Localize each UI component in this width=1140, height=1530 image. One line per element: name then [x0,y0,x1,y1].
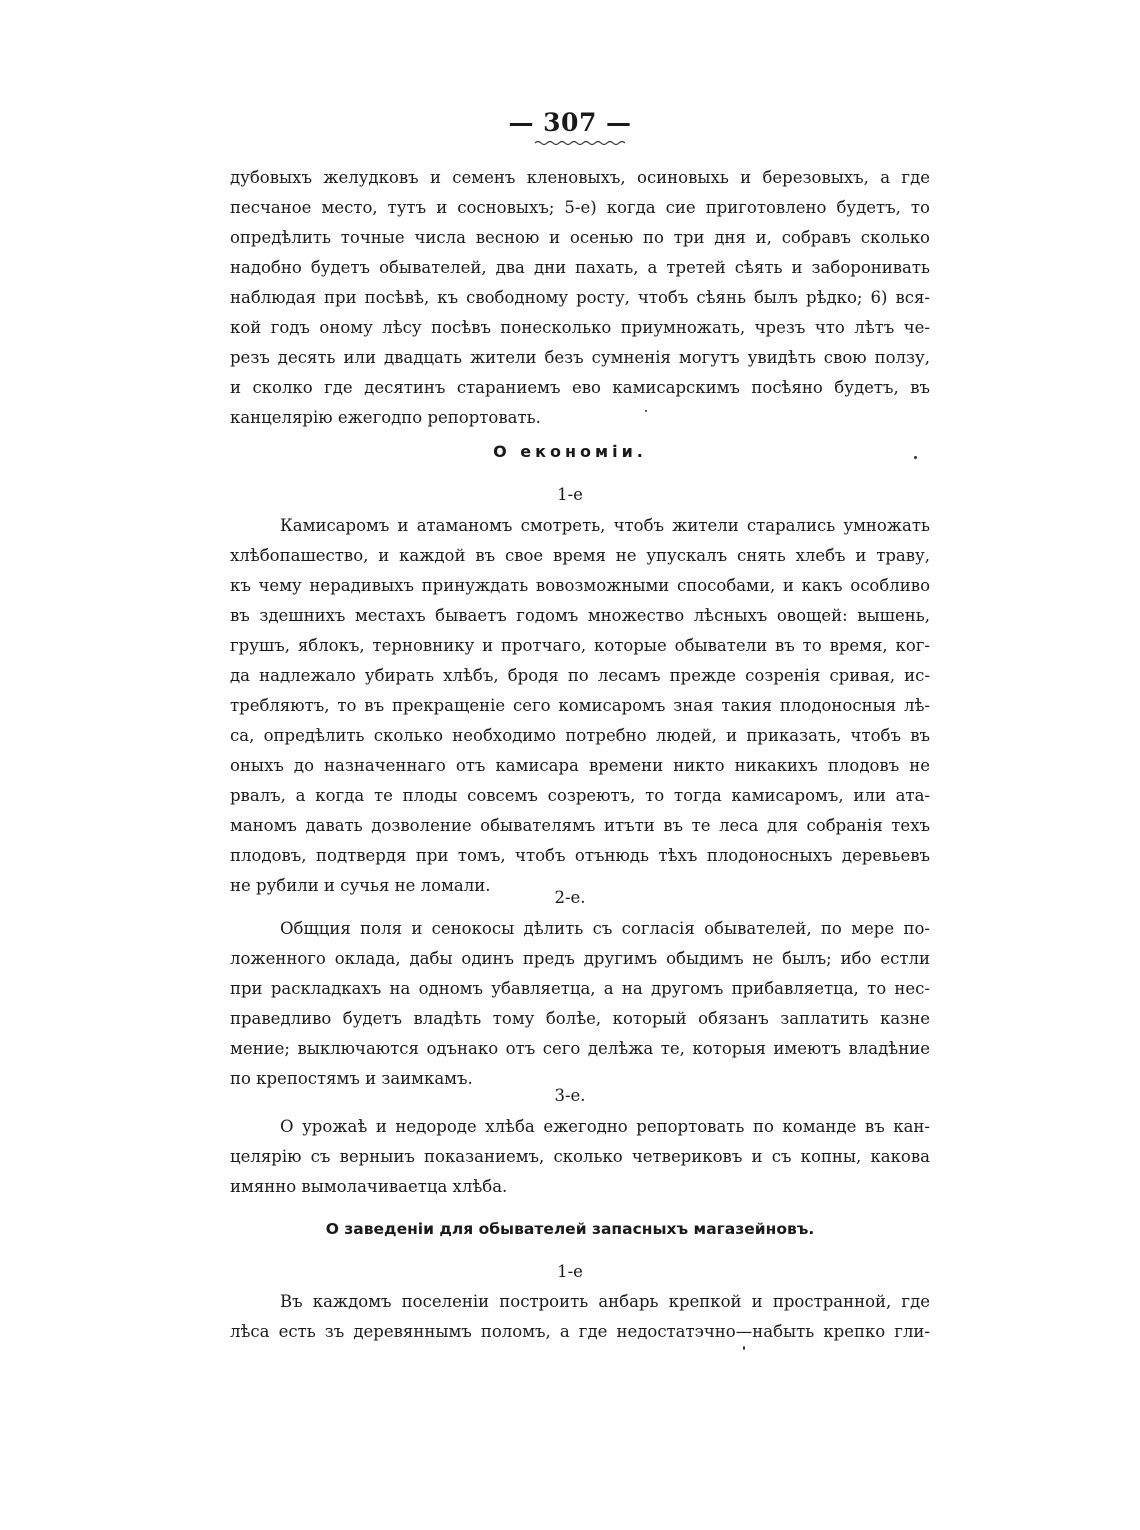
text-line: требляютъ, то въ прекращеніе сего комисаромъ зная такия плодоносныя лѣ- [230,696,930,715]
text-line: Въ каждомъ поселеніи построить анбарь крепкой и пространной, где [280,1292,930,1311]
text-line: О урожаѣ и недороде хлѣба ежегодно репортовать по команде въ кан- [280,1117,930,1136]
text-line: плодовъ, подтвердя при томъ, чтобъ отънюдь тѣхъ плодоносныхъ деревьевъ [230,846,930,865]
text-line: кой годъ оному лѣсу посѣвъ понесколько приумножать, чрезъ что лѣтъ че- [230,318,930,337]
text-line: хлѣбопашество, и каждой въ свое время не упускалъ снять хлебъ и траву, [230,546,930,565]
text-line: дубовыхъ желудковъ и семенъ кленовыхъ, осиновыхь и березовыхъ, а где [230,168,930,187]
text-line: не рубили и сучья не ломали. [230,876,491,895]
text-line: грушъ, яблокъ, терновнику и протчаго, которые обыватели въ то время, ког- [230,636,930,655]
text-line: резъ десять или двадцать жители безъ сумненія могутъ увидѣть свою ползу, [230,348,930,367]
scan-speck [914,456,917,459]
text-line: при раскладкахъ на одномъ убавляетца, а на другомъ прибавляетца, то нес- [230,979,930,998]
page-number: — 307 — [508,108,632,137]
text-line: Камисаромъ и атаманомъ смотреть, чтобъ жители старались умножать [280,516,930,535]
text-line: къ чему нерадивыхъ принуждать вовозможными способами, и какъ особливо [230,576,930,595]
text-line: праведливо будетъ владѣть тому болѣе, который обязанъ заплатить казне [230,1009,930,1028]
text-line: опредѣлить точные числа весною и осенью по три дня и, собравъ сколько [230,228,930,247]
section-heading-economy: О економіи. [493,442,647,461]
scan-speck [743,1346,745,1350]
text-line: надобно будетъ обывателей, два дни пахать, а третей сѣять и заборонивать [230,258,930,277]
text-line: имянно вымолачиваетца хлѣба. [230,1177,508,1196]
text-line: оныхъ до назначеннаго отъ камисара времени никто никакихъ плодовъ не [230,756,930,775]
text-line: рвалъ, а когда те плоды совсемъ созреютъ, то тогда камисаромъ, или ата- [230,786,930,805]
text-line: въ здешнихъ местахъ бываетъ годомъ множество лѣсныхъ овощей: вышень, [230,606,930,625]
text-line: песчаное место, тутъ и сосновыхъ; 5-е) когда сие приготовлено будетъ, то [230,198,930,217]
page-number-wavy-rule [535,140,625,146]
text-line: са, опредѣлить сколько необходимо потребно людей, и приказать, чтобъ въ [230,726,930,745]
text-line: по крепостямъ и заимкамъ. [230,1069,473,1088]
text-line: мение; выключаются одънако отъ сего делѣжа те, которыя имеютъ владѣние [230,1039,930,1058]
article-number: 3-е. [554,1086,586,1105]
text-line: маномъ давать дозволение обывателямъ итъти въ те леса для собранія техъ [230,816,930,835]
text-line: Общция поля и сенокосы дѣлить съ согласія обывателей, по мере по- [280,919,930,938]
section-heading-stores: О заведеніи для обывателей запасныхъ магазейновъ. [325,1220,815,1238]
text-line: да надлежало убирать хлѣбъ, бродя по лесамъ прежде созренія сривая, ис- [230,666,930,685]
text-line: лѣса есть зъ деревяннымъ поломъ, а где недостатэчно—набыть крепко гли- [230,1322,930,1341]
article-number: 1-е [557,1262,583,1281]
text-line: целярію съ верныиъ показаниемъ, сколько четвериковъ и съ копны, какова [230,1147,930,1166]
scan-speck [645,410,647,412]
text-line: канцелярію ежегодпо репортовать. [230,408,541,427]
article-number: 2-е. [554,888,586,907]
article-number: 1-е [557,485,583,504]
text-line: наблюдая при посѣвѣ, къ свободному росту, чтобъ сѣянь былъ рѣдко; 6) вся- [230,288,930,307]
text-line: ложенного оклада, дабы одинъ предъ другимъ обыдимъ не былъ; ибо естли [230,949,930,968]
text-line: и сколко где десятинъ стараниемъ ево камисарскимъ посѣяно будетъ, въ [230,378,930,397]
